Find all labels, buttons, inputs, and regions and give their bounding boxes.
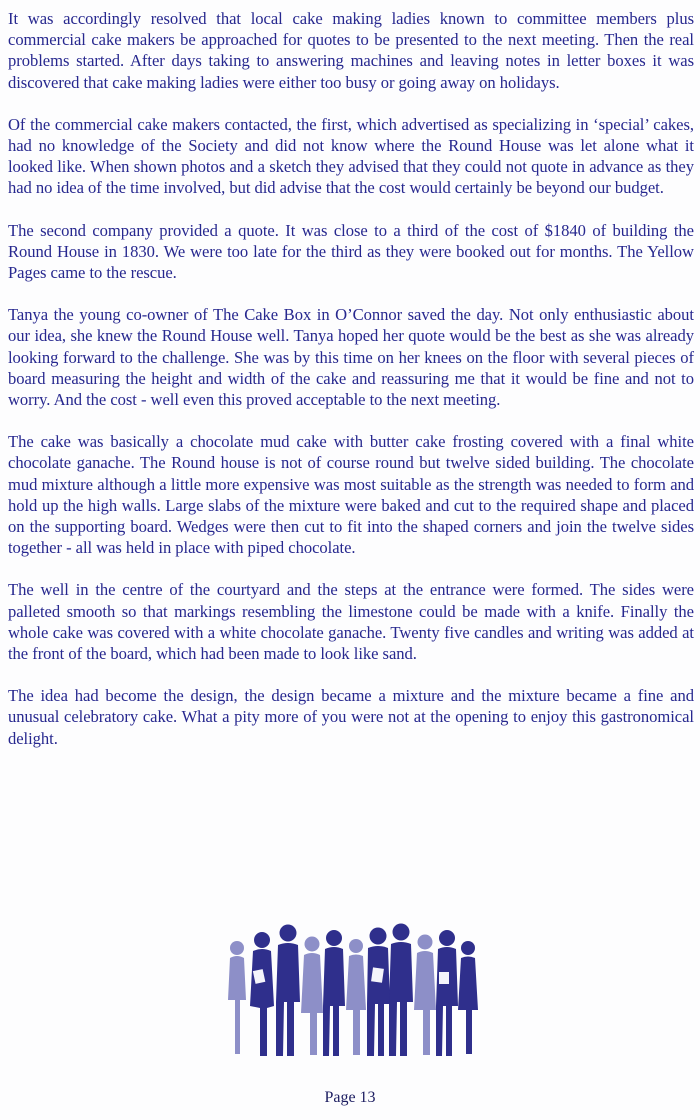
paragraph-3: The second company provided a quote. It was close to a third of the cost of $1840 of building the Round House in 1830. We were too late for the third as they were booked out for months. The Yellow Pages came to the rescue. — [8, 220, 694, 283]
paragraph-4: Tanya the young co-owner of The Cake Box in O’Connor saved the day. Not only enthusiastic about our idea, she knew the Round House well. Tanya hoped her quote would be the best as she was already looking forward to the challenge. She was by this time on her knees on the floor with several pieces of board measuring the height and width of the cake and reassuring me that it would be fine and not to worry. And the cost - well even this proved acceptable to the next meeting. — [8, 305, 694, 410]
paragraph-5: The cake was basically a chocolate mud cake with butter cake frosting covered with a final white chocolate ganache. The Round house is not of course round but twelve sided building. The chocolate mud mixture although a little more expensive was most suitable as the strength was needed to form and hold up the high walls. Large slabs of the mixture were baked and cut to the required shape and placed on the supporting board. Wedges were then cut to fit into the shaped corners and join the twelve sides together - all was held in place with piped chocolate. — [8, 432, 694, 558]
paragraph-6: The well in the centre of the courtyard and the steps at the entrance were formed. The sides were palleted smooth so that markings resembling the limestone could be made with a knife. Finally the whole cake was covered with a white chocolate ganache. Twenty five candles and writing was added at the front of the board, which had been made to look like sand. — [8, 580, 694, 664]
paragraph-7: The idea had become the design, the design became a mixture and the mixture became a fine and unusual celebratory cake. What a pity more of you were not at the opening to enjoy this gastronomical delight. — [8, 686, 694, 748]
page-number: Page 13 — [324, 1089, 376, 1106]
article-body — [8, 8, 694, 749]
paragraph-1: It was accordingly resolved that local cake making ladies known to committee members plus commercial cake makers be approached for quotes to be presented to the next meeting. Then the real problems started. After days taking to answering machines and leaving notes in letter boxes it was discovered that cake making ladies were either too busy or going away on holidays. — [8, 9, 694, 92]
paragraph-2: Of the commercial cake makers contacted, the first, which advertised as specializing in ‘special’ cakes, had no knowledge of the Society and did not know where the Round House was let alone what it looked like. When shown photos and a sketch they advised that they could not quote in advance as they had no idea of the time involved, but did advise that the cost would certainly be beyond our budget. — [8, 114, 694, 198]
group-of-people-icon — [220, 918, 480, 1058]
